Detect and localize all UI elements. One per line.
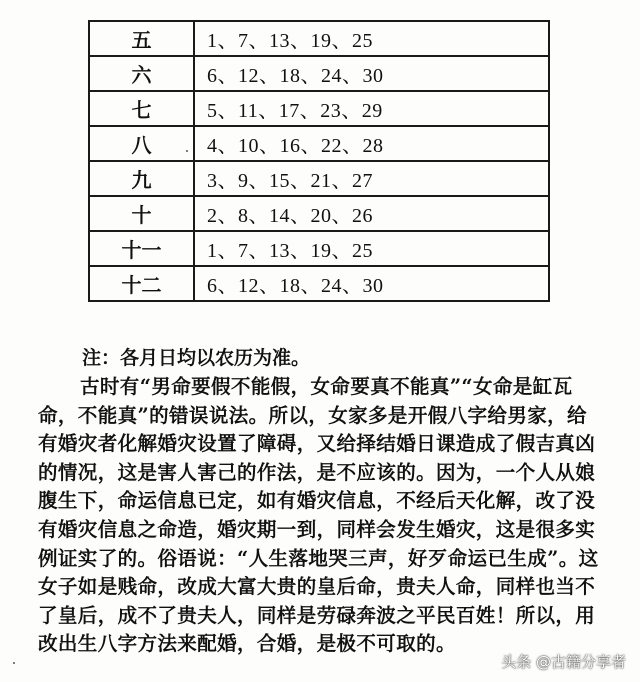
table-row [89, 91, 549, 126]
watermark: 头条 @古籍分享者 [501, 653, 626, 671]
table-row [89, 196, 549, 231]
month-cell: 七 [89, 91, 194, 126]
paragraph-line: 有婚灾信息之命造，婚灾期一到，同样会发生婚灾，这是很多实 [38, 517, 596, 541]
month-cell: 十一 [89, 231, 194, 266]
month-cell: 八 [89, 126, 194, 161]
days-cell: 6、12、18、24、30 [194, 56, 549, 91]
month-cell: 十 [89, 196, 194, 231]
days-cell: 1、7、13、19、25 [194, 21, 549, 56]
scan-speck [13, 662, 15, 664]
month-cell: 五 [89, 21, 194, 56]
table-row [89, 231, 549, 266]
body-text [38, 343, 618, 659]
table-row [89, 266, 549, 301]
days-cell: 2、8、14、20、26 [194, 196, 549, 231]
month-cell: 六 [89, 56, 194, 91]
table-row [89, 126, 549, 161]
month-cell: 十二 [89, 266, 194, 301]
paragraph-line: 女子如是贱命，改成大富大贵的皇后命，贵夫人命，同样也当不 [38, 575, 596, 599]
days-cell: 3、9、15、21、27 [194, 161, 549, 196]
paragraph-line: 古时有“男命要假不能假，女命要真不能真”“女命是缸瓦 [80, 375, 573, 398]
paragraph-line: 命，不能真”的错误说法。所以，女家多是开假八字给男家，给 [38, 403, 587, 427]
month-cell: 九 [89, 161, 194, 196]
table-note: 注：各月日均以农历为准。 [82, 347, 311, 369]
days-cell: 5、11、17、23、29 [194, 91, 549, 126]
table-row [89, 56, 549, 91]
days-cell: 6、12、18、24、30 [194, 266, 549, 301]
paragraph-line: 了皇后，成不了贵夫人，同样是劳碌奔波之平民百姓！所以，用 [38, 603, 596, 627]
days-cell: 1、7、13、19、25 [194, 231, 549, 266]
days-cell: 4、10、16、22、28 [194, 126, 549, 161]
paragraph-line: 腹生下，命运信息已定，如有婚灾信息，不经后天化解，改了没 [38, 489, 596, 513]
paragraph-line: 改出生八字方法来配婚，合婚，是极不可取的。 [38, 632, 456, 656]
scan-speck [186, 150, 188, 152]
table-row [89, 161, 549, 196]
paragraph-line: 的情况，这是害人害己的作法，是不应该的。因为，一个人从娘 [38, 460, 596, 484]
paragraph-line: 有婚灾者化解婚灾设置了障碍，又给择结婚日课造成了假吉真凶 [38, 432, 596, 456]
lucky-days-table [88, 20, 550, 302]
table-row [89, 21, 549, 56]
paragraph-line: 例证实了的。俗语说：“人生落地哭三声，好歹命运已生成”。这 [38, 546, 599, 570]
